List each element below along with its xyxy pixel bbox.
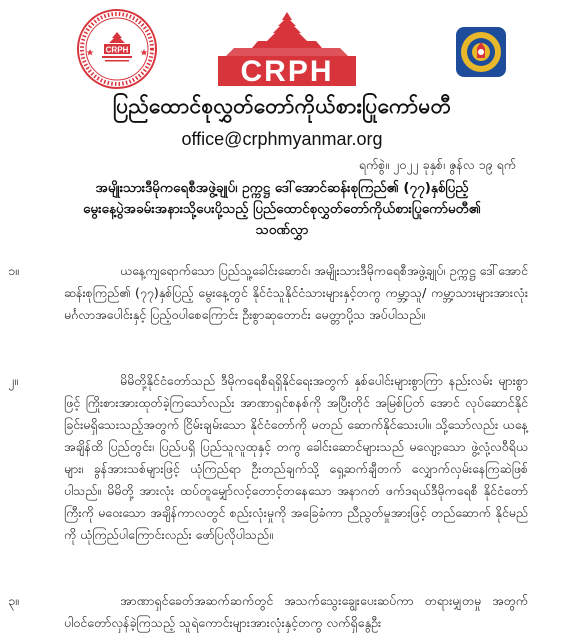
paragraph-text: အာဏာရှင်ခေတ်အဆက်ဆက်တွင် အသက်သွေးချွေးပေးဆပ်ကာ တရားမျှတမှု အတွက် ပါဝင်တော်လှန်ခဲ့ကြသည့် သူရဲကောင်းများအားလုံးနှင့်တကွ လက်ရှိနွေဦး [64,593,528,630]
paragraph-number: ၃။ [8,593,19,608]
state-emblem-logo [455,26,507,78]
statement-title-line: မွေးနေ့ပွဲအခမ်းအနားသို့ပေးပို့သည့် ပြည်ထောင်စုလွှတ်တော်ကိုယ်စားပြုကော်မတီ၏ [83,201,481,217]
crph-seal-logo [76,8,158,90]
statement-title-line: သဝဏ်လွှာ [255,222,309,238]
paragraph-number: ၁။ [8,263,19,278]
statement-date: ရက်စွဲ။ ၂၀၂၂ ခုနှစ်၊ ဇွန်လ ၁၉ ရက် [358,157,516,172]
paragraph-number: ၂။ [8,373,18,388]
crph-wordmark-logo [214,10,360,90]
paragraph-text: ယနေ့ကျရောက်သော ပြည်သူ့ခေါင်းဆောင်၊ အမျိုးသားဒီမိုကရေစီအဖွဲ့ချုပ်၊ ဥက္ကဋ္ဌ ဒေါ်အောင်ဆန်းစုကြည်၏ (၇၇)နှစ်ပြည့် မွေးနေ့တွင် နိုင်ငံသူနိုင်ငံသားများနှင့်တကွ ကမ္ဘာ့သူ/ ကမ္ဘာ့သားများအားလုံး မင်္ဂလာအပေါင်းနှင့် ပြည့်ဝပါစေကြောင်း ဦးစွာဆုတောင်း မေတ္တာပို့သ အပ်ပါသည်။ [64,263,528,322]
svg-text:CRPH: CRPH [105,45,129,55]
paragraph-text: မိမိတို့နိုင်ငံတော်သည် ဒီမိုကရေစီရရှိနိုင်ရေးအတွက် နှစ်ပေါင်းများစွာကြာ နည်းလမ်း များစွာဖြင့် ကြိုးစားအားထုတ်ခဲ့ကြသော်လည်း အာဏာရှင်စနစ်ကို အပြီးတိုင် အမြစ်ပြတ် အောင် လုပ်ဆောင်နိုင်ခြင်းမရှိသေးသည့်အတွက် ငြိမ်းချမ်းသော နိုင်ငံတော်ကို မတည် ဆောက်နိုင်သေးပါ။ သို့သော်လည်း ယနေ့အချိန်ထိ ပြည်တွင်း၊ ပြည်ပရှိ ပြည်သူလူထုနှင့် တကွ ခေါင်းဆောင်များသည် မလျော့သော ဖွဲ့လုံ့လဝီရိယများ၊ ခွန်အားသစ်များဖြင့် ယုံကြည်ရာ ဦးတည်ချက်သို့ ရှေ့ဆက်ချီတက် လျှောက်လှမ်းနေကြဆဲဖြစ်ပါသည်။ မိမိတို့ အားလုံး ထပ်တူမျှော်လင့်တောင့်တနေသော အနာဂတ် ဖက်ဒရယ်ဒီမိုကရေစီ နိုင်ငံတော်ကြီးကို မဝေးသော အချိန်ကာလတွင် စည်းလုံးမှုကို အခြေခံကာ ညီညွတ်မှုအားဖြင့် တည်ဆောက် နိုင်မည်ကို ယုံကြည်ပါကြောင်းလည်း ဖော်ပြလိုပါသည်။ [64,373,528,542]
paragraph [8,260,528,326]
paragraph [8,370,528,546]
organization-title: ပြည်ထောင်စုလွှတ်တော်ကိုယ်စားပြုကော်မတီ [112,94,452,118]
logo-wordmark-text: CRPH [240,55,334,88]
contact-email: office@crphmyanmar.org [181,129,383,149]
statement-title [40,178,524,241]
paragraph [8,590,528,634]
statement-title-line: အမျိုးသားဒီမိုကရေစီအဖွဲ့ချုပ်၊ ဥက္ကဋ္ဌ ဒေါ်အောင်ဆန်းစုကြည်၏ (၇၇)နှစ်ပြည့် [95,180,469,196]
